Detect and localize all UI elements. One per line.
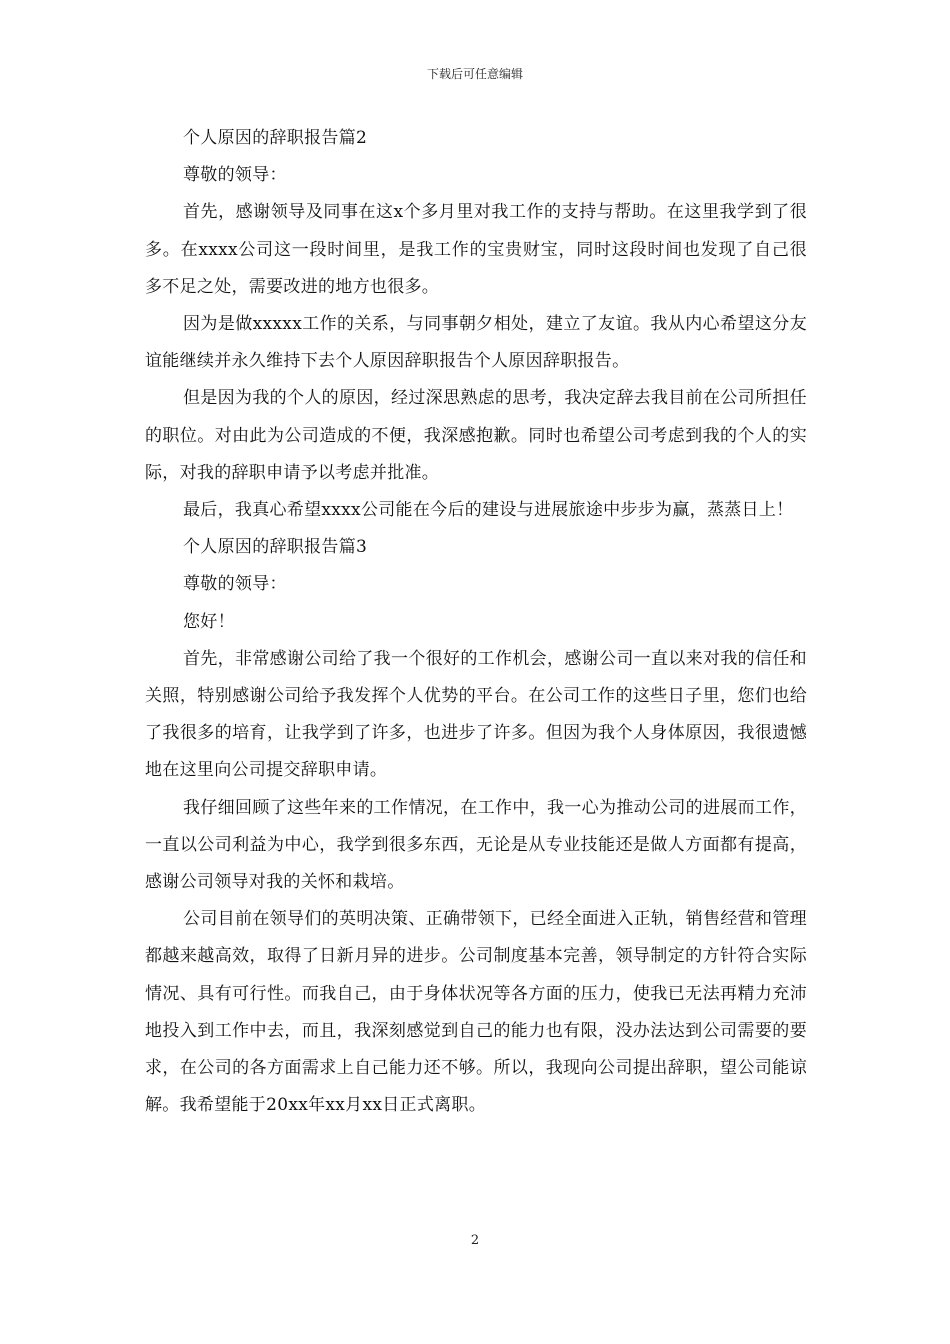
body-paragraph: 首先，感谢领导及同事在这x个多月里对我工作的支持与帮助。在这里我学到了很多。在xxxx公司这一段时间里，是我工作的宝贵财宝，同时这段时间也发现了自己很多不足之处，需要改进的地方也很多。 [145,202,807,297]
body-paragraph: 因为是做xxxxx工作的关系，与同事朝夕相处，建立了友谊。我从内心希望这分友谊能继续并永久维持下去个人原因辞职报告个人原因辞职报告。 [145,314,807,372]
greeting: 您好！ [183,611,235,632]
section-title-3: 个人原因的辞职报告篇3 [183,537,368,558]
body-paragraph: 最后，我真心希望xxxx公司能在今后的建设与进展旅途中步步为赢，蒸蒸日上！ [183,500,794,521]
section-title-2: 个人原因的辞职报告篇2 [183,128,368,148]
page-number: 2 [470,1233,480,1248]
salutation: 尊敬的领导： [183,165,287,186]
body-paragraph: 但是因为我的个人的原因，经过深思熟虑的思考，我决定辞去我目前在公司所担任的职位。对由此为公司造成的不便，我深感抱歉。同时也希望公司考虑到我的个人的实际，对我的辞职申请予以考虑并批准。 [145,388,807,483]
body-paragraph: 公司目前在领导们的英明决策、正确带领下，已经全面进入正轨，销售经营和管理都越来越高效，取得了日新月异的进步。公司制度基本完善，领导制定的方针符合实际情况、具有可行性。而我自己，由于身体状况等各方面的压力，使我已无法再精力充沛地投入到工作中去，而且，我深刻感觉到自己的能力也有限，没办法达到公司需要的要求，在公司的各方面需求上自己能力还不够。所以，我现向公司提出辞职，望公司能谅解。我希望能于20xx年xx月xx日正式离职。 [145,909,807,1116]
body-paragraph: 我仔细回顾了这些年来的工作情况，在工作中，我一心为推动公司的进展而工作，一直以公司利益为中心，我学到很多东西，无论是从专业技能还是做人方面都有提高，感谢公司领导对我的关怀和栽培。 [145,797,807,893]
body-paragraph: 首先，非常感谢公司给了我一个很好的工作机会，感谢公司一直以来对我的信任和关照，特别感谢公司给予我发挥个人优势的平台。在公司工作的这些日子里，您们也给了我很多的培育，让我学到了许多，也进步了许多。但因为我个人身体原因，我很遗憾地在这里向公司提交辞职申请。 [145,648,807,781]
header-note: 下载后可任意编辑 [426,67,523,81]
salutation: 尊敬的领导： [183,574,287,595]
document-body [145,120,807,1124]
